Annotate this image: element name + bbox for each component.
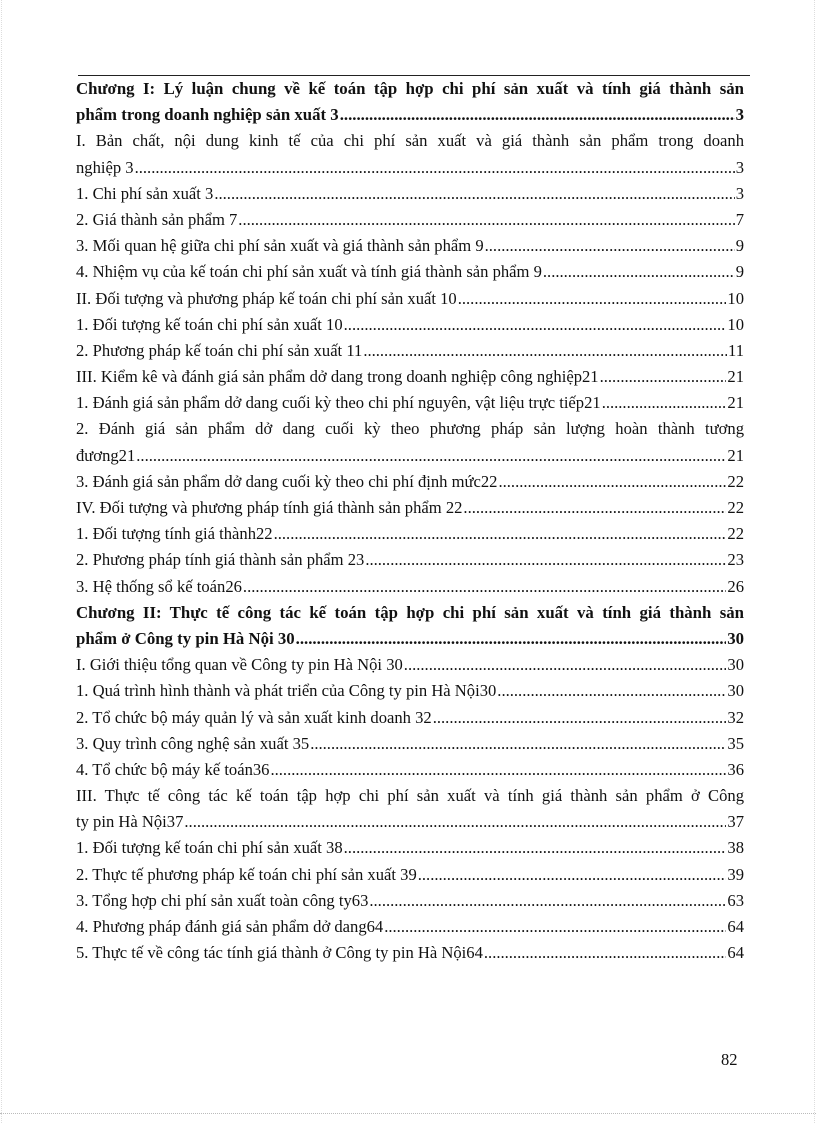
toc-entry[interactable] bbox=[76, 600, 744, 626]
dot-leader bbox=[497, 678, 726, 704]
toc-entry-page: 64 bbox=[727, 943, 744, 963]
toc-entry-page: 21 bbox=[727, 367, 744, 387]
dot-leader bbox=[344, 312, 727, 338]
dot-leader bbox=[602, 390, 727, 416]
dot-leader bbox=[463, 495, 726, 521]
toc-entry-title: 2. Giá thành sản phẩm 7 bbox=[76, 209, 238, 229]
toc-entry[interactable] bbox=[76, 102, 744, 128]
toc-entry-title: 5. Thực tế về công tác tính giá thành ở Công ty pin Hà Nội64 bbox=[76, 943, 483, 963]
toc-entry[interactable] bbox=[76, 521, 744, 547]
toc-entry-title: 2. Phương pháp kế toán chi phí sản xuất 11 bbox=[76, 340, 363, 360]
toc-entry-title: 4. Phương pháp đánh giá sản phẩm dở dang64 bbox=[76, 917, 384, 936]
toc-entry[interactable] bbox=[76, 809, 744, 835]
toc-entry[interactable] bbox=[76, 914, 744, 940]
left-border bbox=[1, 0, 2, 1123]
toc-entry[interactable] bbox=[76, 835, 744, 861]
toc-entry-page: 7 bbox=[735, 209, 744, 229]
toc-entry[interactable] bbox=[76, 76, 744, 102]
dot-leader bbox=[363, 338, 727, 364]
toc-entry-title: IV. Đối tượng và phương pháp tính giá thành sản phẩm 22 bbox=[76, 498, 463, 517]
toc-entry[interactable] bbox=[76, 888, 744, 914]
toc-entry-title: 4. Tổ chức bộ máy kế toán36 bbox=[76, 759, 270, 779]
toc-entry[interactable] bbox=[76, 128, 744, 154]
toc-entry-title: II. Đối tượng và phương pháp kế toán chi phí sản xuất 10 bbox=[76, 288, 457, 308]
toc-entry-title: phẩm trong doanh nghiệp sản xuất 3 bbox=[76, 105, 339, 125]
toc-entry-title: 1. Đối tượng kế toán chi phí sản xuất 10 bbox=[76, 314, 343, 334]
toc-entry-title: 3. Mối quan hệ giữa chi phí sản xuất và giá thành sản phẩm 9 bbox=[76, 236, 484, 256]
toc-entry[interactable] bbox=[76, 495, 744, 521]
toc-entry-title: 3. Hệ thống sổ kế toán26 bbox=[76, 576, 242, 596]
toc-entry-page: 63 bbox=[727, 890, 744, 910]
dot-leader bbox=[136, 443, 726, 469]
toc-entry-title: 1. Đánh giá sản phẩm dở dang cuối kỳ theo chi phí nguyên, vật liệu trực tiếp21 bbox=[76, 393, 601, 413]
dot-leader bbox=[543, 259, 735, 285]
toc-entry-title: 4. Nhiệm vụ của kế toán chi phí sản xuất và tính giá thành sản phẩm 9 bbox=[76, 262, 542, 282]
toc-entry[interactable] bbox=[76, 233, 744, 259]
dot-leader bbox=[296, 626, 727, 652]
dot-leader bbox=[344, 835, 727, 861]
toc-entry-page: 3 bbox=[735, 105, 744, 125]
dot-leader bbox=[458, 286, 727, 312]
toc-entry-page: 22 bbox=[727, 524, 744, 544]
toc-entry[interactable] bbox=[76, 626, 744, 652]
toc-entry[interactable] bbox=[76, 416, 744, 442]
toc-entry-title: III. Thực tế công tác kế toán tập hợp chi phí sản xuất và tính giá thành sản phẩm ở Công bbox=[76, 786, 744, 806]
toc-entry-title: I. Bản chất, nội dung kinh tế của chi phí sản xuất và giá thành sản phẩm trong doanh bbox=[76, 131, 744, 151]
toc-entry-page: 36 bbox=[727, 759, 744, 779]
toc-entry-title: Chương II: Thực tế công tác kế toán tập hợp chi phí sản xuất và tính giá thành sản bbox=[76, 602, 744, 622]
toc-entry-page: 64 bbox=[727, 917, 744, 936]
toc-entry-title: 3. Quy trình công nghệ sản xuất 35 bbox=[76, 733, 310, 753]
toc-entry-page: 21 bbox=[727, 393, 744, 413]
toc-entry-title: phẩm ở Công ty pin Hà Nội 30 bbox=[76, 628, 295, 648]
dot-leader bbox=[365, 547, 726, 573]
toc-entry[interactable] bbox=[76, 783, 744, 809]
toc-entry[interactable] bbox=[76, 678, 744, 704]
toc-entry[interactable] bbox=[76, 574, 744, 600]
dot-leader bbox=[310, 731, 726, 757]
dot-leader bbox=[184, 809, 726, 835]
dot-leader bbox=[418, 862, 727, 888]
dot-leader bbox=[274, 521, 727, 547]
toc-entry[interactable] bbox=[76, 443, 744, 469]
toc-entry-page: 10 bbox=[727, 314, 744, 334]
toc-entry-page: 3 bbox=[735, 157, 744, 177]
toc-entry-page: 37 bbox=[727, 812, 744, 832]
toc-entry-title: ty pin Hà Nội37 bbox=[76, 812, 184, 832]
toc-entry-page: 21 bbox=[727, 445, 744, 465]
dot-leader bbox=[433, 705, 727, 731]
toc-entry-page: 30 bbox=[727, 628, 744, 648]
toc-entry-title: 2. Thực tế phương pháp kế toán chi phí sản xuất 39 bbox=[76, 864, 417, 884]
right-border bbox=[814, 0, 815, 1123]
toc-entry-page: 22 bbox=[727, 498, 744, 517]
toc-entry[interactable] bbox=[76, 862, 744, 888]
toc-entry-page: 22 bbox=[727, 471, 744, 491]
toc-entry[interactable] bbox=[76, 469, 744, 495]
table-of-contents bbox=[76, 76, 744, 966]
dot-leader bbox=[270, 757, 726, 783]
toc-entry[interactable] bbox=[76, 547, 744, 573]
dot-leader bbox=[600, 364, 727, 390]
toc-entry-title: 1. Chi phí sản xuất 3 bbox=[76, 183, 214, 203]
dot-leader bbox=[384, 914, 726, 940]
toc-entry-title: 2. Phương pháp tính giá thành sản phẩm 23 bbox=[76, 550, 365, 570]
toc-entry-title: 2. Tổ chức bộ máy quản lý và sản xuất kinh doanh 32 bbox=[76, 707, 432, 727]
toc-entry-page: 30 bbox=[727, 655, 744, 675]
toc-entry-title: 3. Đánh giá sản phẩm dở dang cuối kỳ theo chi phí định mức22 bbox=[76, 471, 498, 491]
toc-entry[interactable] bbox=[76, 757, 744, 783]
toc-entry[interactable] bbox=[76, 364, 744, 390]
dot-leader bbox=[340, 102, 735, 128]
toc-entry-page: 23 bbox=[727, 550, 744, 570]
toc-entry-title: 1. Đối tượng kế toán chi phí sản xuất 38 bbox=[76, 838, 343, 858]
toc-entry-title: Chương I: Lý luận chung về kế toán tập hợp chi phí sản xuất và tính giá thành sản bbox=[76, 79, 744, 98]
toc-entry[interactable] bbox=[76, 940, 744, 966]
toc-entry[interactable] bbox=[76, 207, 744, 233]
toc-entry-page: 11 bbox=[728, 340, 744, 360]
page-bottom-border bbox=[0, 1113, 816, 1114]
toc-entry-title: nghiệp 3 bbox=[76, 157, 134, 177]
toc-entry-page: 32 bbox=[727, 707, 744, 727]
toc-entry-page: 9 bbox=[735, 262, 744, 282]
toc-entry[interactable] bbox=[76, 652, 744, 678]
toc-entry-page: 9 bbox=[735, 236, 744, 256]
toc-entry-page: 38 bbox=[727, 838, 744, 858]
dot-leader bbox=[498, 469, 726, 495]
toc-entry-page: 3 bbox=[735, 183, 744, 203]
toc-entry-title: 1. Đối tượng tính giá thành22 bbox=[76, 524, 273, 544]
toc-entry-title: 3. Tổng hợp chi phí sản xuất toàn công ty63 bbox=[76, 890, 369, 910]
dot-leader bbox=[238, 207, 734, 233]
toc-entry-title: đương21 bbox=[76, 445, 136, 465]
toc-entry-title: 2. Đánh giá sản phẩm dở dang cuối kỳ theo phương pháp sản lượng hoàn thành tương bbox=[76, 419, 744, 439]
toc-entry-page: 39 bbox=[727, 864, 744, 884]
toc-entry-page: 35 bbox=[727, 733, 744, 753]
dot-leader bbox=[135, 155, 735, 181]
toc-entry-page: 30 bbox=[727, 681, 744, 701]
dot-leader bbox=[404, 652, 727, 678]
dot-leader bbox=[484, 940, 727, 966]
toc-entry[interactable] bbox=[76, 390, 744, 416]
toc-entry-title: I. Giới thiệu tổng quan về Công ty pin Hà Nội 30 bbox=[76, 655, 403, 675]
dot-leader bbox=[485, 233, 735, 259]
toc-entry[interactable] bbox=[76, 312, 744, 338]
dot-leader bbox=[369, 888, 726, 914]
toc-entry-title: 1. Quá trình hình thành và phát triển của Công ty pin Hà Nội30 bbox=[76, 681, 497, 701]
toc-entry[interactable] bbox=[76, 286, 744, 312]
toc-entry[interactable] bbox=[76, 705, 744, 731]
toc-entry[interactable] bbox=[76, 338, 744, 364]
toc-entry[interactable] bbox=[76, 181, 744, 207]
toc-entry-title: III. Kiểm kê và đánh giá sản phẩm dở dang trong doanh nghiệp công nghiệp21 bbox=[76, 367, 599, 387]
page-number: 82 bbox=[721, 1050, 738, 1069]
toc-entry[interactable] bbox=[76, 155, 744, 181]
toc-entry-page: 26 bbox=[727, 576, 744, 596]
toc-entry[interactable] bbox=[76, 259, 744, 285]
dot-leader bbox=[243, 574, 726, 600]
toc-entry[interactable] bbox=[76, 731, 744, 757]
toc-entry-page: 10 bbox=[727, 288, 744, 308]
dot-leader bbox=[214, 181, 734, 207]
